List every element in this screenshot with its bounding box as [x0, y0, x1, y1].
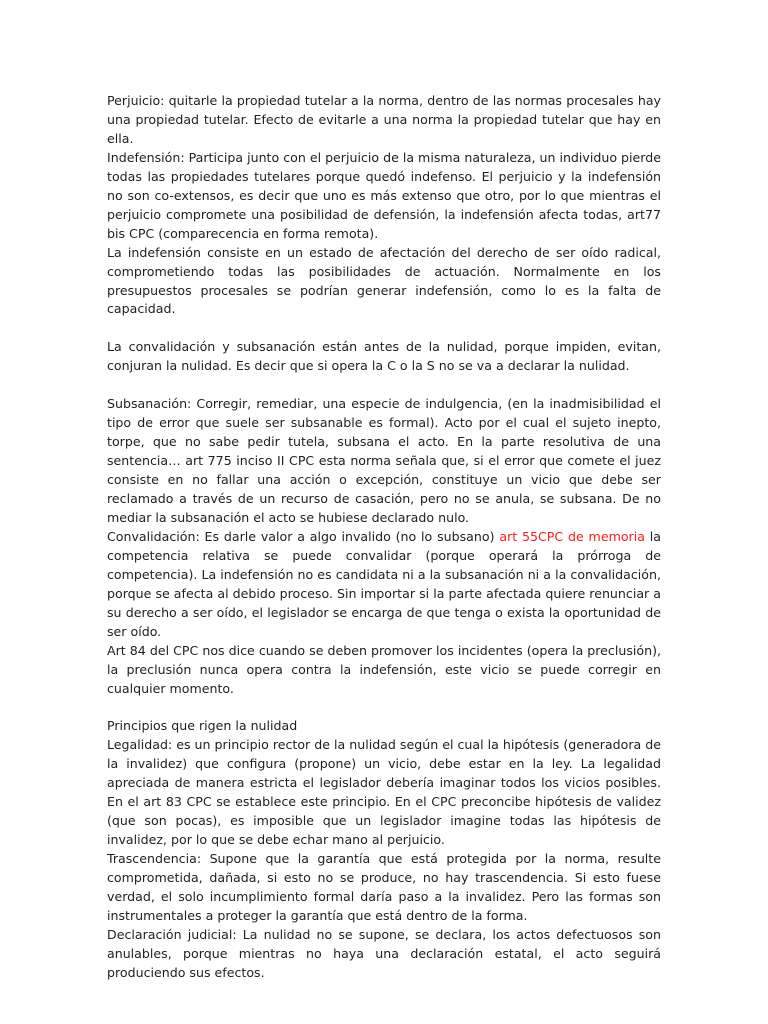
paragraph-legalidad: Legalidad: es un principio rector de la nulidad según el cual la hipótesis (generadora de la invalidez) que configura (propone) un vicio, debe estar en la ley. La legalidad apreciada de manera estricta el legislador debería imaginar todos los vicios posibles. En el art 83 CPC se establece este principio. En el CPC preconcibe hipótesis de validez (que son pocas), es imposible que un legislador imagine todas las hipótesis de invalidez, por lo que se debe echar mano al perjuicio.	[107, 737, 661, 848]
blank-line	[107, 319, 661, 338]
paragraph-art-84: Art 84 del CPC nos dice cuando se deben promover los incidentes (opera la preclusión), la preclusión nunca opera contra la indefensión, este vicio se puede corregir en cualquier momento.	[107, 642, 661, 696]
paragraph-indefension-radical: La indefensión consiste en un estado de afectación del derecho de ser oído radical, comprometiendo todas las posibilidades de actuación. Normalmente en los presupuestos procesales se podrían generar indefensión, como lo es la falta de capacidad.	[107, 244, 661, 317]
blank-line	[107, 376, 661, 395]
blank-line	[107, 698, 661, 717]
paragraph-convalidacion-subsanacion: La convalidación y subsanación están antes de la nulidad, porque impiden, evitan, conjuran la nulidad. Es decir que si opera la C o la S no se va a declarar la nulidad.	[107, 339, 661, 374]
paragraph-convalidacion	[107, 528, 661, 642]
paragraph-indefension: Indefensión: Participa junto con el perjuicio de la misma naturaleza, un individuo pierde todas las propiedades tutelares porque quedó indefenso. El perjuicio y la indefensión no son co-extensos, es decir que uno es más extenso que otro, por lo que mientras el perjuicio compromete una posibilidad de defensión, la indefensión afecta todas, art77 bis CPC (comparecencia en forma remota).	[107, 149, 661, 241]
document-page	[107, 92, 661, 983]
section-heading-principios: Principios que rigen la nulidad	[107, 718, 298, 734]
convalidacion-text-end: la competencia relativa se puede convalidar (porque operará la prórroga de competencia). La indefensión no es candidata ni a la subsanación ni a la convalidación, porque se afecta al debido proceso. Sin importar si la parte afectada quiere renunciar a su derecho a ser oído, el legislador se encarga de que tenga o exista la oportunidad de ser oído.	[107, 528, 661, 639]
paragraph-trascendencia: Trascendencia: Supone que la garantía que está protegida por la norma, resulte comprometida, dañada, si esto no se produce, no hay trascendencia. Si esto fuese verdad, el solo incumplimiento formal daría paso a la invalidez. Pero las formas son instrumentales a proteger la garantía que está dentro de la forma.	[107, 851, 661, 923]
convalidacion-text-start: Convalidación: Es darle valor a algo invalido (no lo subsano)	[107, 528, 500, 544]
paragraph-declaracion-judicial: Declaración judicial: La nulidad no se supone, se declara, los actos defectuosos son anulables, porque mientras no haya una declaración estatal, el acto seguirá produciendo sus efectos.	[107, 926, 661, 980]
highlighted-reference: art 55CPC de memoria	[499, 528, 645, 544]
paragraph-subsanacion: Subsanación: Corregir, remediar, una especie de indulgencia, (en la inadmisibilidad el tipo de error que suele ser subsanable es formal). Acto por el cual el sujeto inepto, torpe, que no sabe pedir tutela, subsana el acto. En la parte resolutiva de una sentencia… art 775 inciso II CPC esta norma señala que, si el error que comete el juez consiste en no fallar una acción o excepción, constituye un vicio que debe ser reclamado a través de un recurso de casación, pero no se anula, se subsana. De no mediar la subsanación el acto se hubiese declarado nulo.	[107, 396, 661, 525]
paragraph-perjuicio: Perjuicio: quitarle la propiedad tutelar a la norma, dentro de las normas procesales hay una propiedad tutelar. Efecto de evitarle a una norma la propiedad tutelar que hay en ella.	[107, 93, 661, 146]
